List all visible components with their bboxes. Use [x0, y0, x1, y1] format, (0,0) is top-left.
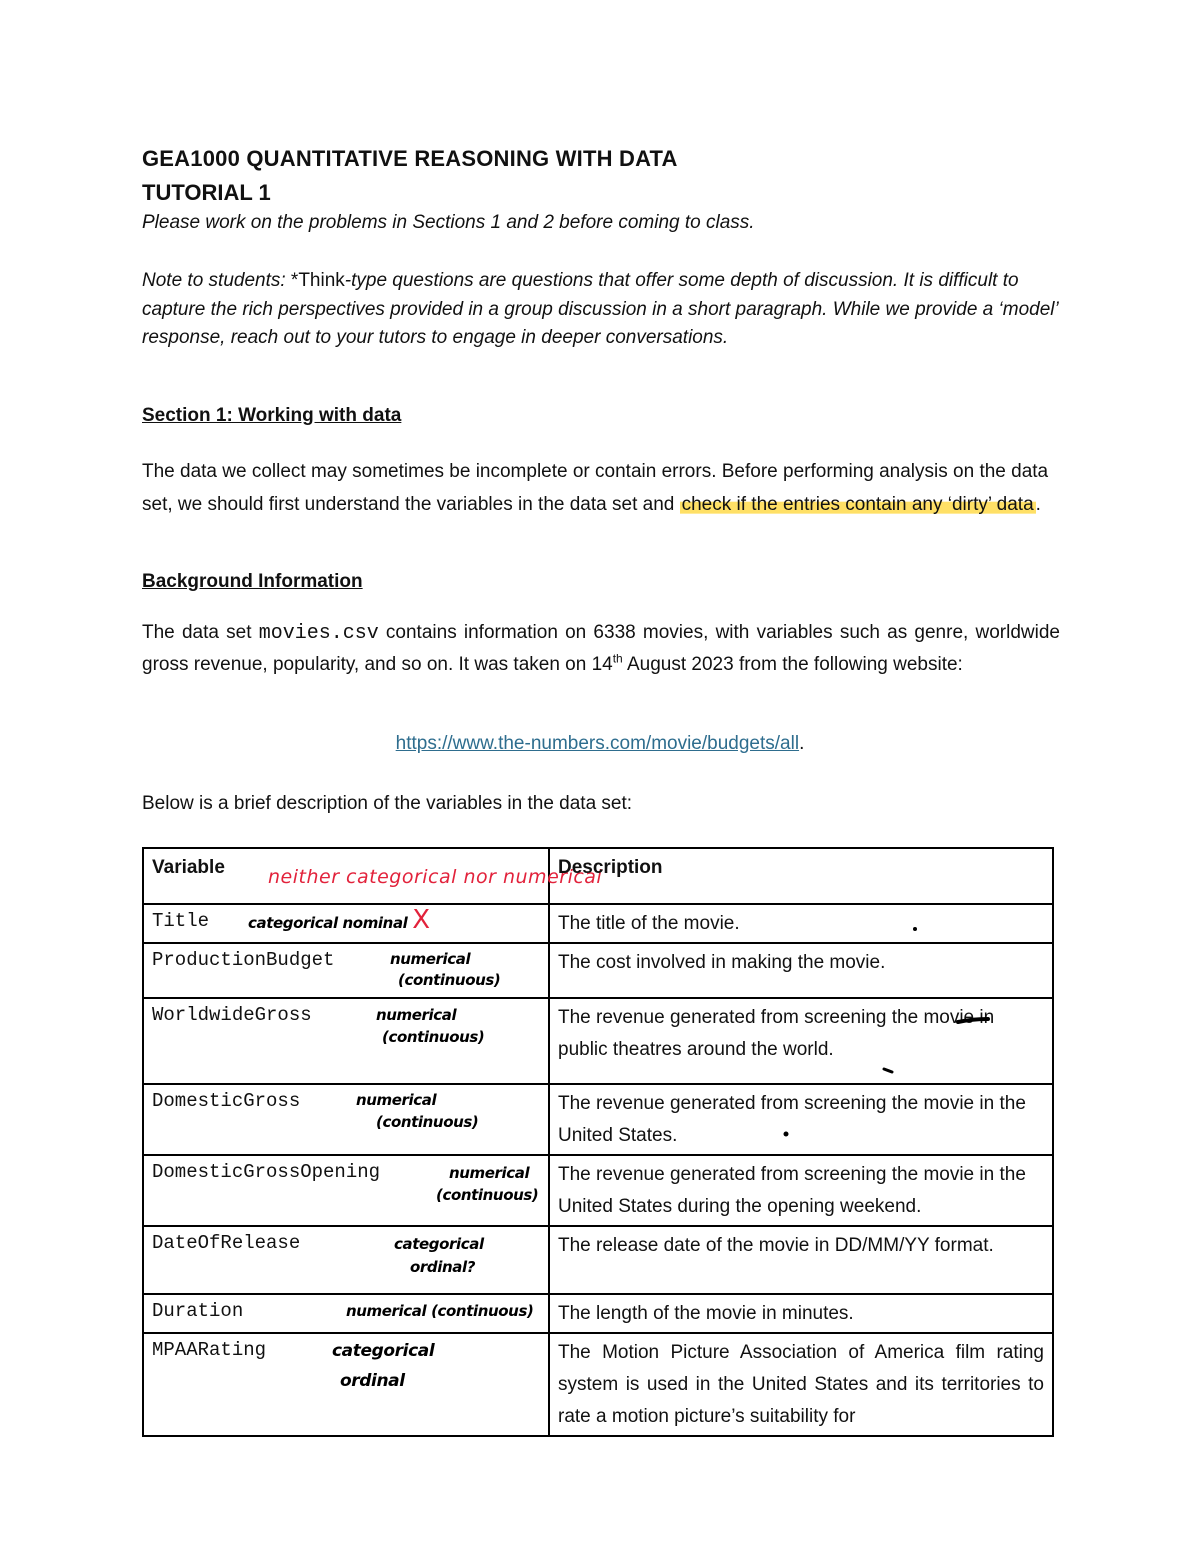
variables-table [142, 847, 1054, 1437]
variable-cell: MPAARating categorical ordinal [143, 1333, 549, 1436]
variable-cell: Duration numerical (continuous) [143, 1294, 549, 1333]
handwritten-annotation: categorical [394, 1235, 484, 1253]
background-heading: Background Information [142, 571, 363, 592]
handwritten-annotation: ordinal? [410, 1258, 476, 1276]
handwritten-annotation: ordinal [340, 1371, 405, 1391]
handwritten-annotation: (continuous) [376, 1113, 479, 1131]
handwritten-annotation: numerical [449, 1164, 530, 1182]
handwritten-annotation: categorical nominal X [248, 905, 430, 935]
section-1-heading: Section 1: Working with data [142, 405, 402, 426]
x-mark-icon: X [412, 905, 430, 935]
website-link-line: https://www.the-numbers.com/movie/budgets/all. [395, 733, 805, 754]
variable-cell: Title categorical nominal X [143, 904, 549, 943]
table-header-row [143, 848, 1053, 904]
header-description: Description [549, 848, 1053, 904]
table-row [143, 1294, 1053, 1333]
description-cell: The title of the movie. [549, 904, 1053, 943]
handwritten-annotation: (continuous) [398, 971, 501, 989]
handwritten-annotation: numerical [390, 950, 471, 968]
table-row [143, 904, 1053, 943]
description-cell: The revenue generated from screening the movie in public theatres around the world. [549, 998, 1053, 1084]
handwritten-annotation: (continuous) [436, 1186, 539, 1204]
filename: movies.csv [258, 622, 379, 645]
header-variable: Variable neither categorical nor numerical [143, 848, 549, 904]
table-row [143, 1226, 1053, 1294]
section-1-paragraph: The data we collect may sometimes be incomplete or contain errors. Before performing analysis on the data set, we should first understand the variables in the data set and check if the entries contain any ‘dirty’ data . [142, 461, 1049, 515]
description-cell: The release date of the movie in DD/MM/YY format. [549, 1226, 1053, 1294]
description-cell: The revenue generated from screening the movie in the United States during the opening weekend. [549, 1155, 1053, 1226]
description-cell: The length of the movie in minutes. [549, 1294, 1053, 1333]
handwritten-annotation: categorical [332, 1341, 435, 1361]
course-title: GEA1000 QUANTITATIVE REASONING WITH DATA [142, 146, 678, 171]
variable-cell: DomesticGross numerical (continuous) [143, 1084, 549, 1155]
website-link[interactable]: https://www.the-numbers.com/movie/budgets/all [395, 733, 800, 754]
description-cell: The revenue generated from screening the movie in the United States. [549, 1084, 1053, 1155]
handwritten-annotation: numerical [356, 1091, 437, 1109]
handwritten-annotation: neither categorical nor numerical [268, 866, 603, 888]
table-row [143, 1084, 1053, 1155]
instruction-text: Please work on the problems in Sections 1 and 2 before coming to class. [142, 212, 755, 233]
note-to-students: Note to students: *Think-type questions are questions that offer some depth of discussion. It is difficult to capture the rich perspectives provided in a group discussion in a short paragraph. While we provide a ‘model’ response, reach out to your tutors to engage in deeper conversations. [142, 270, 1058, 348]
table-row [143, 943, 1053, 998]
description-cell: The cost involved in making the movie. [549, 943, 1053, 998]
description-cell: The Motion Picture Association of America film rating system is used in the United States and its territories to rate a motion picture’s suitability for [549, 1333, 1053, 1436]
table-row [143, 1155, 1053, 1226]
highlighted-text: check if the entries contain any ‘dirty’ data [681, 494, 1034, 515]
tutorial-title: TUTORIAL 1 [142, 180, 271, 205]
handwritten-annotation: numerical (continuous) [346, 1302, 534, 1320]
variable-cell: DomesticGrossOpening numerical (continuous) [143, 1155, 549, 1226]
variable-cell: WorldwideGross numerical (continuous) [143, 998, 549, 1084]
table-row [143, 1333, 1053, 1436]
think-label: *Think [290, 270, 345, 291]
table-row [143, 998, 1053, 1084]
handwritten-annotation: (continuous) [382, 1028, 485, 1046]
variable-cell: DateOfRelease categorical ordinal? [143, 1226, 549, 1294]
handwritten-annotation: numerical [376, 1006, 457, 1024]
background-paragraph: The data set movies.csv contains information on 6338 movies, with variables such as genre, worldwide gross revenue, popularity, and so on. It was taken on 14th August 2023 from the following website: [142, 622, 1060, 675]
variable-cell: ProductionBudget numerical (continuous) [143, 943, 549, 998]
table-intro: Below is a brief description of the variables in the data set: [142, 793, 633, 814]
